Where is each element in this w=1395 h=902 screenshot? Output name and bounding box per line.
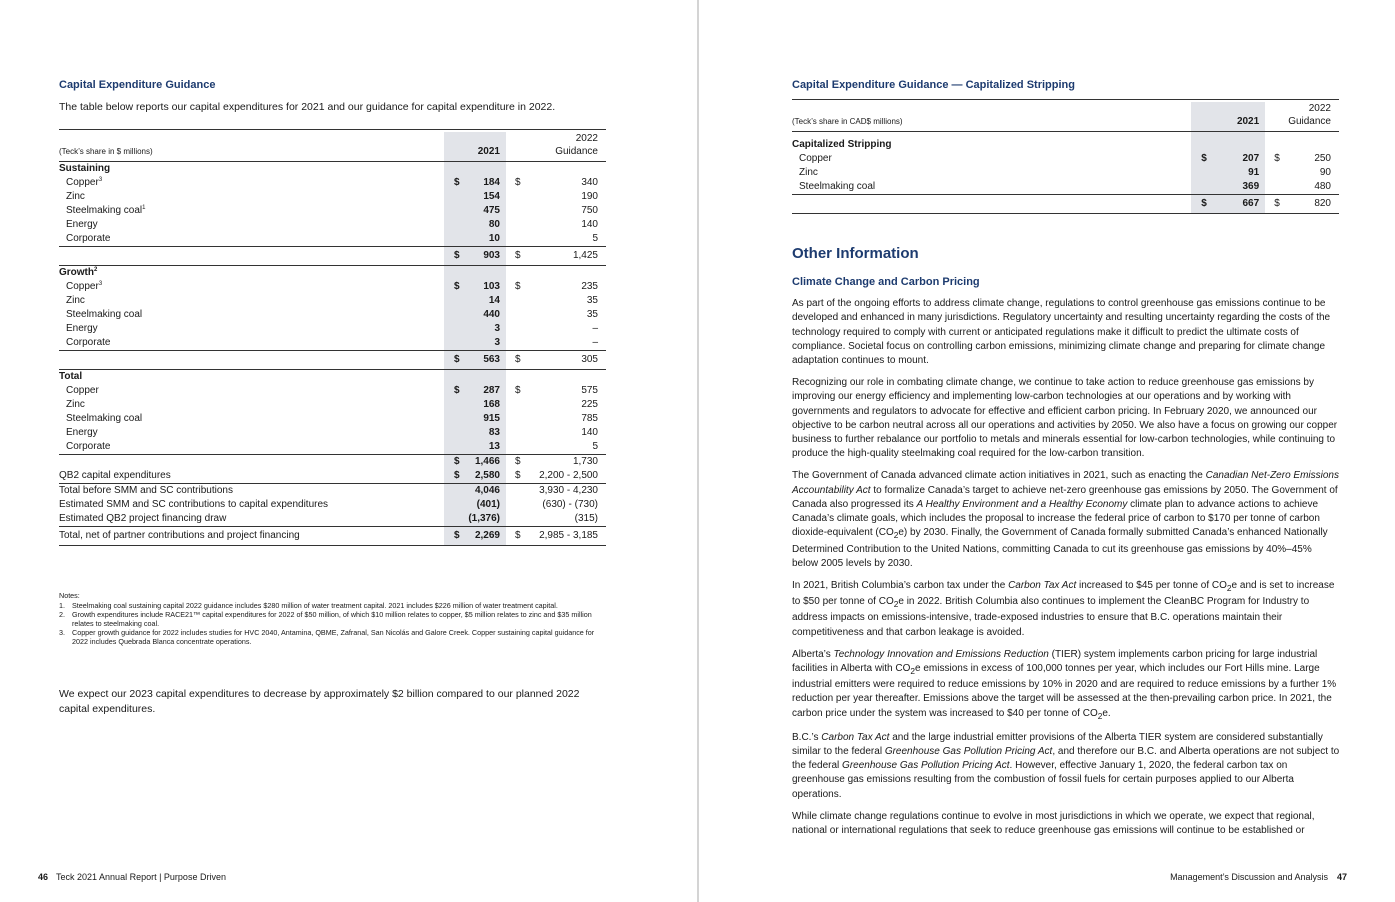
page-number-right: 47 xyxy=(1336,872,1347,882)
capex-table xyxy=(59,129,606,546)
right-footer xyxy=(1170,872,1347,882)
table-row: Estimated QB2 project financing draw (1,376) (315) xyxy=(59,512,606,527)
table-row: Steelmaking coal$^1$ 475 750 xyxy=(66,205,598,216)
other-information-heading: Other Information xyxy=(792,245,919,262)
capitalized-stripping-title: Capital Expenditure Guidance — Capitalized Stripping xyxy=(792,79,1075,91)
table-row: Estimated SMM and SC contributions to capital expenditures (401) (630) - (730) xyxy=(59,499,598,510)
table-row: Zinc 14 35 xyxy=(66,295,598,306)
paragraph-3: The Government of Canada advanced climate action initiatives in 2021, such as enacting the Canadian Net-Zero Emissions Accountability Act to formalize Canada’s target to achieve net-zero greenhouse gas emissions by 2050. The Government of Canada also progressed its A Healthy Environment and a Healthy Economy climate plan to advance actions to achieve Canada’s climate goals, which includes the proposal to increase the federal price of carbon to $170 per tonne of carbon dioxide-equivalent $(CO_2e)$ by 2030. Finally, the Government of Canada formally submitted Canada’s enhanced Nationally Determined Contribution to the United Nations, committing Canada to cut its greenhouse gas emissions by 40%–45% below 2005 levels by 2030. xyxy=(792,470,1339,570)
paragraph-1: As part of the ongoing efforts to address climate change, regulations to control greenhouse gas emissions continue to be developed and enhanced in many jurisdictions. Regulatory uncertainty and resulting uncertainty regarding the costs of the technology required to comply with current or anticipated regulations make it difficult to predict the ultimate costs of compliance. Societal focus on controlling carbon emissions, minimizing climate change and preparing for climate change adaptation continues to mount. xyxy=(792,298,1331,367)
paragraph-6: B.C.’s Carbon Tax Act and the large industrial emitter provisions of the Alberta TIER system are considered substantially similar to the federal Greenhouse Gas Pollution Pricing Act, and therefore our B.C. and Alberta operations are not subject to the federal Greenhouse Gas Pollution Pricing Act. However, effective January 1, 2020, the federal carbon tax on greenhouse gas emissions resulting from the combustion of fossil fuels for certain purposes applied to our Alberta operations. xyxy=(792,731,1340,800)
capex-intro: The table below reports our capital expenditures for 2021 and our guidance for capital expenditure in 2022. xyxy=(59,101,556,113)
capex-guidance-title: Capital Expenditure Guidance xyxy=(59,79,216,91)
table-row: Steelmaking coal 369 480 xyxy=(792,180,1339,195)
footer-report-title: Teck 2021 Annual Report | Purpose Driven xyxy=(56,872,226,882)
table-row: Corporate 3 – xyxy=(59,336,606,351)
stripping-heading: Capitalized Stripping xyxy=(792,139,892,150)
sustaining-rows xyxy=(59,176,606,247)
growth-rows xyxy=(59,280,606,351)
table-row: Energy 83 140 xyxy=(66,427,598,438)
table-row: Steelmaking coal 440 35 xyxy=(66,309,598,320)
footer-section-title: Management’s Discussion and Analysis xyxy=(1170,872,1328,882)
table-row: Zinc 91 90 xyxy=(799,167,1331,178)
growth-heading: Growth$^2$ xyxy=(59,267,98,278)
net-total-row: Total, net of partner contributions and project financing $ 2,269 $ 2,985 - 3,185 xyxy=(59,527,606,546)
table-row: Steelmaking coal 915 785 xyxy=(66,413,598,424)
stripping-table xyxy=(792,99,1339,214)
total-total-row: $ 1,466 $ 1,730 xyxy=(59,455,606,470)
table-row: Copper $ 207 $ 250 xyxy=(799,153,1331,164)
stripping-rows xyxy=(792,152,1339,195)
table-row: Zinc 168 225 xyxy=(66,399,598,410)
stripping-col-2022: 2022 Guidance xyxy=(1288,103,1331,127)
table-row: Copper$^3$ $ 103 $ 235 xyxy=(66,281,598,292)
note-item: 1. Steelmaking coal sustaining capital 2022 guidance includes $280 million of water treatment capital. 2021 includes $226 million of water treatment capital. xyxy=(59,601,558,610)
notes-heading: Notes: xyxy=(59,591,80,600)
note-item: 2. Growth expenditures include RACE21™ capital expenditures for 2022 of $50 million, of which $10 million relates to copper, $5 million relates to zinc and $35 million relates to steelmaking coal. xyxy=(59,610,592,628)
sustaining-heading: Sustaining xyxy=(59,163,111,174)
table-row: Energy 80 140 xyxy=(66,219,598,230)
col-2021-header: 2021 xyxy=(468,132,506,161)
table-row: Copper$^3$ $ 184 $ 340 xyxy=(66,177,598,188)
paragraph-5: Alberta’s Technology Innovation and Emissions Reduction (TIER) system implements carbon pricing for large industrial facilities in Alberta with $CO_2e$ emissions in excess of 100,000 tonnes per year, which includes our Fort Hills mine. Large industrial emitters were required to reduce emissions by 10% in 2020 and are required to reduce emissions by a further 1% reduction per year thereafter. Emissions above the target will be assessed at the then-prevailing carbon price. In 2021, the carbon price under the system was increased to $40 per tonne of $CO_2e$. xyxy=(792,648,1337,721)
table-row: Energy 3 – xyxy=(66,323,598,334)
sustaining-total-row: $ 903 $ 1,425 xyxy=(59,247,606,266)
table-row: Corporate 13 5 xyxy=(59,440,606,455)
note-item: 3. Copper growth guidance for 2022 includes studies for HVC 2040, Antamina, QBME, Zafranal, San Nicolás and Galore Creek. Copper sustaining capital guidance for 2022 includes Quebrada Blanca concentrate operations. xyxy=(59,628,595,646)
table-notes xyxy=(59,591,607,646)
stripping-total-row: $ 667 $ 820 xyxy=(792,195,1339,214)
total-heading: Total xyxy=(59,371,83,382)
climate-body xyxy=(792,297,1340,846)
stripping-col-2021: 2021 xyxy=(1215,102,1265,131)
qb2-row: QB2 capital expenditures $ 2,580 $ 2,200 - 2,500 xyxy=(59,469,606,484)
table-row: Zinc 154 190 xyxy=(66,191,598,202)
unit-label: (Teck’s share in $ millions) xyxy=(59,147,153,156)
total-rows xyxy=(59,384,606,455)
paragraph-7: While climate change regulations continue to evolve in most jurisdictions in which we operate, we expect that regional, national or international regulations that seek to reduce greenhouse gas emissions will continue to be established or xyxy=(792,810,1315,836)
stripping-unit-label: (Teck’s share in CAD$ millions) xyxy=(792,117,903,126)
climate-change-heading: Climate Change and Carbon Pricing xyxy=(792,276,980,288)
closing-paragraph: We expect our 2023 capital expenditures to decrease by approximately $2 billion compared to our planned 2022 capital expenditures. xyxy=(59,688,580,715)
left-page xyxy=(0,0,697,902)
table-row: Corporate 10 5 xyxy=(59,232,606,247)
paragraph-2: Recognizing our role in combating climate change, we continue to take action to reduce greenhouse gas emissions by improving our energy efficiency and implementing low-carbon technologies at our operations and by working with governments and regulators to advocate for effective and efficient carbon pricing. In February 2020, we announced our objective to be carbon neutral across all our operations and activities by 2050. We also have a focus on growing our copper business to further rebalance our portfolio to metals and minerals essential for low-carbon technologies, while continuing to produce the high-quality steelmaking coal required for the low-carbon transition. xyxy=(792,376,1338,460)
left-footer xyxy=(38,872,226,882)
table-row: Total before SMM and SC contributions 4,046 3,930 - 4,230 xyxy=(59,484,606,499)
table-row: Copper $ 287 $ 575 xyxy=(66,385,598,396)
growth-total-row: $ 563 $ 305 xyxy=(59,351,606,370)
page-number-left: 46 xyxy=(38,872,49,882)
right-page xyxy=(699,0,1395,902)
before-contribution-rows xyxy=(59,484,606,527)
col-2022-header: 2022 Guidance xyxy=(555,133,598,157)
paragraph-4: In 2021, British Columbia’s carbon tax under the Carbon Tax Act increased to $45 per tonne of $CO_2e$ and is set to increase to $50 per tonne of $CO_2e$ in 2022. British Columbia also continues to implement the CleanBC Program for Industry to address impacts on emissions-intensive, trade-exposed industries to ensure that B.C. operations maintain their competitiveness and that carbon leakage is avoided. xyxy=(792,579,1335,638)
